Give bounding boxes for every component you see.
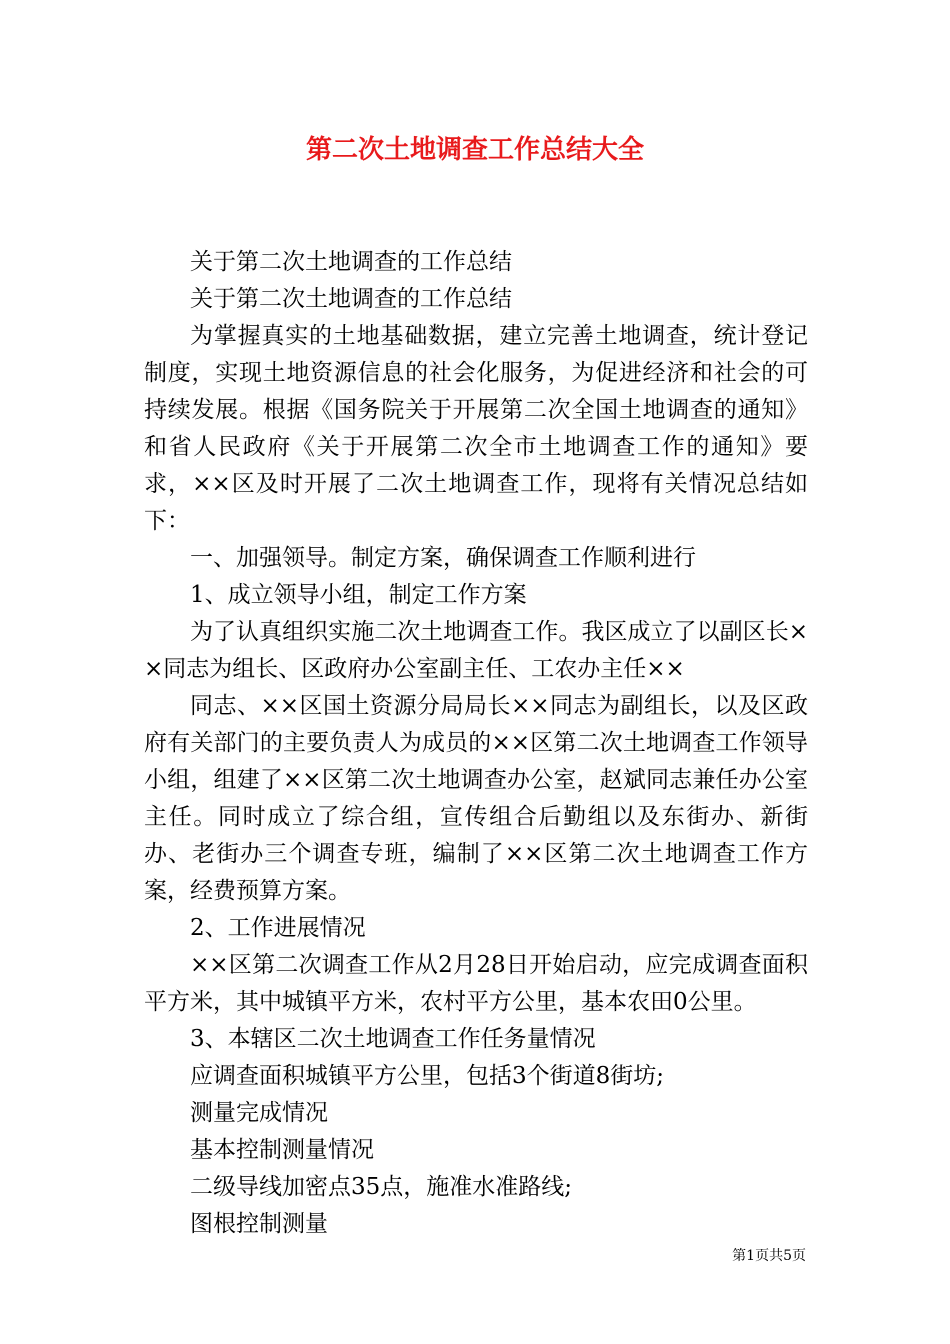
paragraph: 关于第二次土地调查的工作总结 (190, 249, 512, 275)
paragraph: 基本控制测量情况 (190, 1137, 374, 1163)
paragraph: 关于第二次土地调查的工作总结 (190, 286, 512, 312)
document-title: 第二次土地调查工作总结大全 (305, 135, 644, 165)
subsection-heading: 1、成立领导小组，制定工作方案 (190, 582, 527, 608)
subsection-heading: 2、工作进展情况 (190, 915, 366, 941)
page-number-footer (732, 1246, 806, 1266)
page-number-label: 第1页共5页 (732, 1248, 806, 1264)
paragraph: 应调查面积城镇平方公里，包括3个街道8街坊; (190, 1063, 665, 1089)
paragraph: 测量完成情况 (190, 1100, 328, 1126)
subsection-heading: 3、本辖区二次土地调查工作任务量情况 (190, 1026, 596, 1052)
paragraph: 二级导线加密点35点，施准水准路线; (190, 1174, 573, 1200)
section-heading: 一、加强领导。制定方案，确保调查工作顺利进行 (190, 545, 696, 571)
paragraph: 为掌握真实的土地基础数据，建立完善土地调查，统计登记制度，实现土地资源信息的社会化服务，为促进经济和社会的可持续发展。根据《国务院关于开展第二次全国土地调查的通知》和省人民政府《关于开展第二次全市土地调查工作的通知》要求，××区及时开展了二次土地调查工作，现将有关情况总结如下： (144, 323, 808, 534)
paragraph: 同志、××区国土资源分局局长××同志为副组长，以及区政府有关部门的主要负责人为成员的××区第二次土地调查工作领导小组，组建了××区第二次土地调查办公室，赵斌同志兼任办公室主任。同时成立了综合组，宣传组合后勤组以及东街办、新街办、老街办三个调查专班，编制了××区第二次土地调查工作方案，经费预算方案。 (144, 693, 808, 904)
paragraph: 为了认真组织实施二次土地调查工作。我区成立了以副区长××同志为组长、区政府办公室副主任、工农办主任×× (144, 619, 808, 682)
paragraph: ××区第二次调查工作从2月28日开始启动，应完成调查面积平方米，其中城镇平方米，农村平方公里，基本农田0公里。 (144, 952, 808, 1015)
document-body (144, 244, 808, 1243)
paragraph: 图根控制测量 (190, 1211, 328, 1237)
